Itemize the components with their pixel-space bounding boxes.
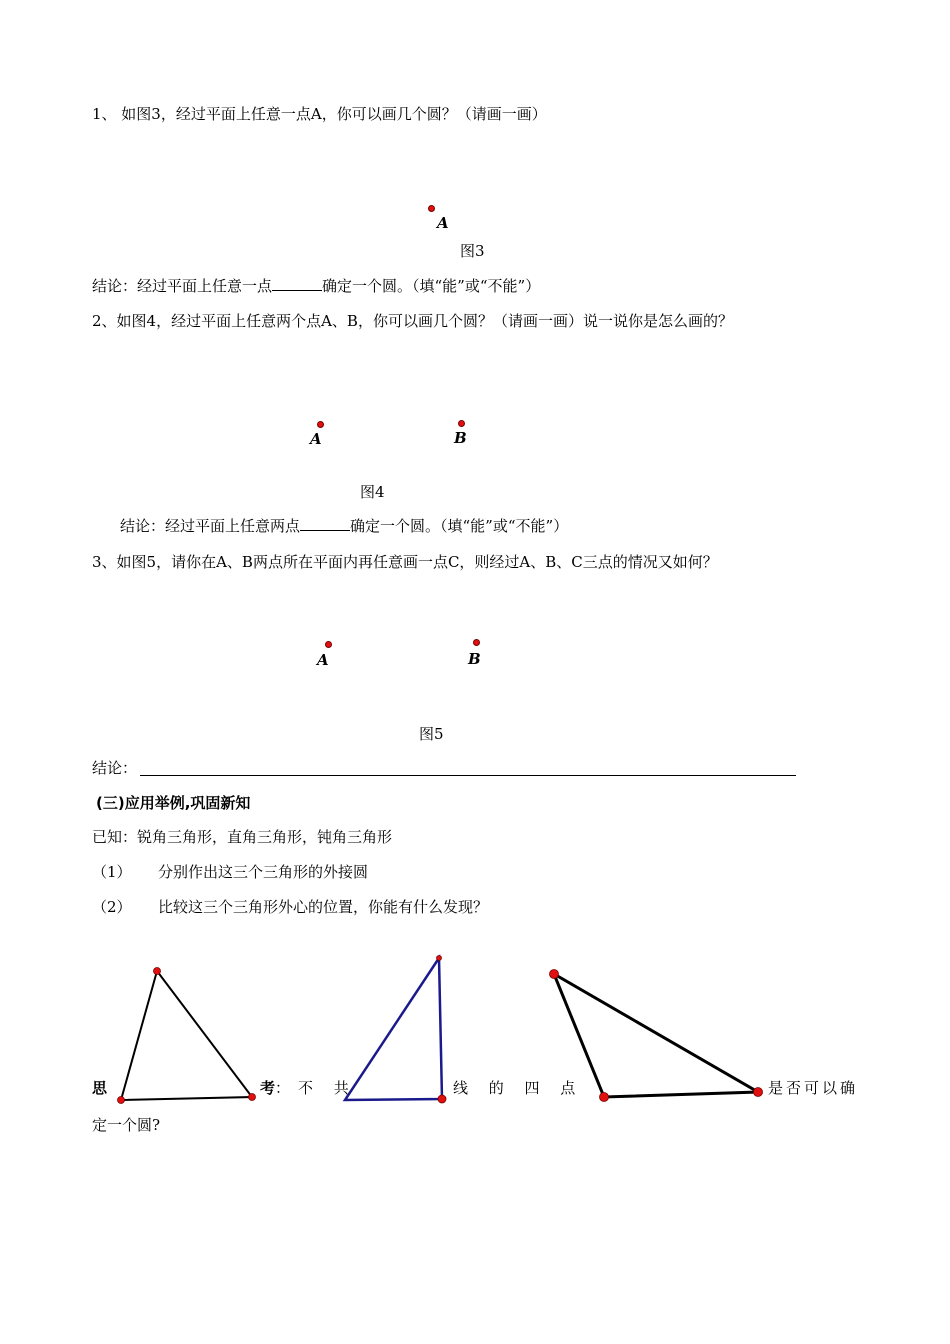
think-line-1	[260, 1078, 357, 1098]
section-heading: (三)应用举例,巩固新知	[96, 794, 251, 812]
label-a-fig3: A	[437, 214, 449, 232]
figure-caption-4: 图4	[360, 483, 385, 501]
item1-text: 分别作出这三个三角形的外接圆	[158, 863, 369, 881]
think-part-3: 是否可以确	[768, 1079, 859, 1097]
q3-text: 3、如图5，请你在A、B两点所在平面内再任意画一点C，则经过A、B、C三点的情况又如何？	[92, 553, 718, 571]
obtuse-vertex-top	[550, 970, 559, 979]
q2-conclusion-pre: 结论：经过平面上任意两点	[120, 517, 301, 535]
right-vertex-top	[437, 956, 442, 961]
label-a-fig5: A	[317, 651, 329, 669]
q1-conclusion-pre: 结论：经过平面上任意一点	[92, 277, 273, 295]
obtuse-vertex-right	[754, 1088, 763, 1097]
item2-number: （2）	[92, 898, 132, 916]
q2-conclusion-post: 确定一个圆。（填“能”或“不能”）	[350, 517, 569, 535]
label-b-fig4: B	[454, 429, 467, 447]
figure-caption-5: 图5	[419, 725, 444, 743]
think-part-4: 定一个圆?	[92, 1116, 161, 1134]
think-label-2: 考	[260, 1079, 276, 1097]
think-part-2: 线 的 四 点	[453, 1079, 584, 1097]
label-b-fig5: B	[468, 650, 481, 668]
q1-conclusion-post: 确定一个圆。（填“能”或“不能”）	[322, 277, 541, 295]
acute-triangle	[118, 968, 256, 1104]
acute-vertex-left	[118, 1097, 125, 1104]
figure-caption-3: 图3	[460, 242, 485, 260]
acute-vertex-right	[249, 1094, 256, 1101]
q3-conclusion-label: 结论：	[92, 759, 138, 777]
right-triangle	[345, 956, 446, 1104]
think-label-1: 思	[92, 1079, 108, 1097]
q1-text: 1、 如图3，经过平面上任意一点A，你可以画几个圆？（请画一画）	[92, 105, 547, 123]
obtuse-vertex-left	[600, 1093, 609, 1102]
item1-number: （1）	[92, 863, 132, 881]
think-part-1: ：不 共	[275, 1079, 357, 1097]
given-text: 已知：锐角三角形，直角三角形，钝角三角形	[92, 828, 393, 846]
item2-text: 比较这三个三角形外心的位置，你能有什么发现？	[158, 898, 489, 916]
acute-vertex-top	[154, 968, 161, 975]
label-a-fig4: A	[310, 430, 322, 448]
q2-text: 2、如图4，经过平面上任意两个点A、B，你可以画几个圆？（请画一画）说一说你是怎么画的？	[92, 312, 733, 330]
right-vertex-corner	[438, 1095, 446, 1103]
